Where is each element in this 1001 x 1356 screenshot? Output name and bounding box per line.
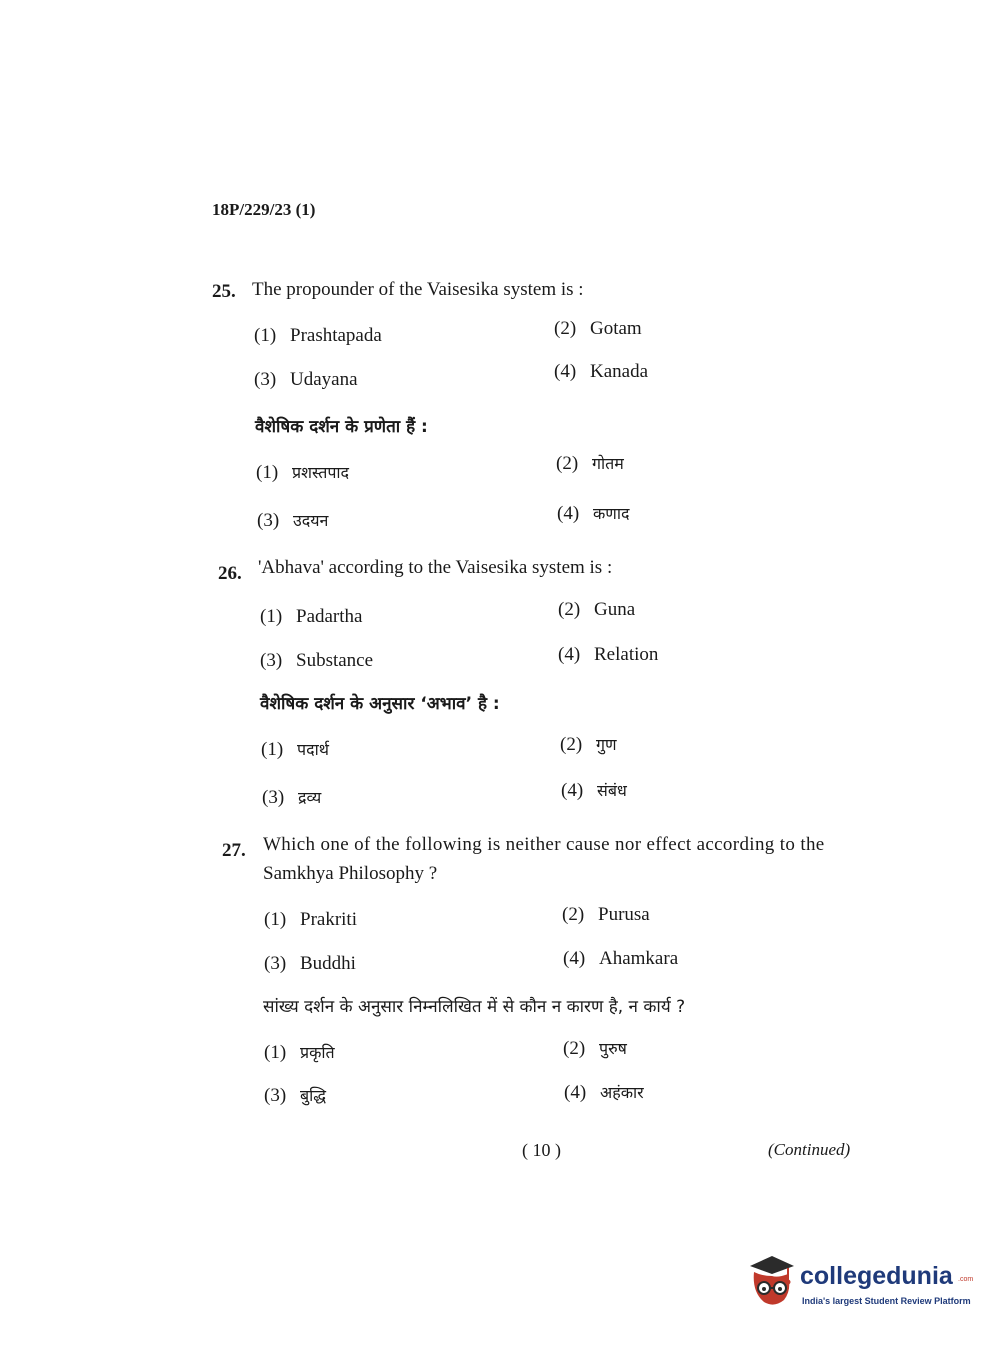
hindi-option bbox=[257, 509, 328, 532]
hindi-option bbox=[261, 738, 329, 761]
option-number: (2) bbox=[562, 904, 585, 925]
question-number: 27. bbox=[222, 840, 246, 861]
option bbox=[562, 904, 650, 926]
collegedunia-domain: .com bbox=[958, 1276, 974, 1283]
option-text: प्रशस्तपाद bbox=[292, 463, 350, 482]
option-number: (2) bbox=[560, 734, 583, 755]
question-number: 25. bbox=[212, 281, 236, 302]
option-text: Ahamkara bbox=[599, 948, 679, 969]
option-text: गुण bbox=[596, 735, 617, 754]
option-number: (4) bbox=[557, 503, 580, 524]
option-number: (3) bbox=[264, 1085, 287, 1106]
option-number: (4) bbox=[564, 1082, 587, 1103]
option-text: Prashtapada bbox=[290, 325, 382, 346]
hindi-option bbox=[556, 452, 624, 475]
hindi-option bbox=[560, 733, 617, 756]
paper-code: 18P/229/23 (1) bbox=[212, 200, 316, 219]
hindi-question-text: सांख्य दर्शन के अनुसार निम्नलिखित में से कौन न कारण है, न कार्य ? bbox=[263, 997, 686, 1017]
hindi-option bbox=[557, 502, 630, 525]
option-number: (1) bbox=[264, 909, 287, 930]
hindi-option bbox=[264, 1041, 335, 1064]
option-number: (3) bbox=[264, 953, 287, 974]
hindi-option bbox=[563, 1037, 627, 1060]
option-text: Padartha bbox=[296, 606, 363, 627]
hindi-option bbox=[564, 1081, 644, 1104]
hindi-option bbox=[264, 1084, 326, 1107]
option bbox=[260, 650, 373, 672]
option bbox=[264, 909, 357, 931]
option-text: पदार्थ bbox=[297, 740, 329, 759]
page-number: ( 10 ) bbox=[522, 1140, 561, 1160]
option-number: (3) bbox=[254, 369, 277, 390]
option-number: (1) bbox=[264, 1042, 287, 1063]
option bbox=[264, 953, 356, 975]
hindi-option bbox=[256, 461, 349, 484]
option-text: Purusa bbox=[598, 904, 650, 925]
question-number: 26. bbox=[218, 563, 242, 584]
option bbox=[563, 948, 678, 970]
option-text: Substance bbox=[296, 650, 374, 671]
option-number: (1) bbox=[256, 462, 279, 483]
option-number: (2) bbox=[556, 453, 579, 474]
option-text: Prakriti bbox=[300, 909, 357, 930]
option-text: संबंध bbox=[597, 781, 627, 800]
hindi-option bbox=[262, 786, 321, 809]
option-text: गोतम bbox=[592, 454, 624, 473]
option bbox=[260, 606, 362, 628]
option-text: Relation bbox=[594, 644, 659, 665]
option-text: कणाद bbox=[593, 504, 630, 523]
hindi-question-text: वैशेषिक दर्शन के अनुसार ‘अभाव’ है : bbox=[260, 694, 500, 714]
option-text: द्रव्य bbox=[298, 788, 322, 807]
option-text: बुद्धि bbox=[300, 1086, 327, 1105]
collegedunia-wordmark: collegedunia bbox=[800, 1262, 953, 1290]
collegedunia-tagline: India's largest Student Review Platform bbox=[802, 1296, 971, 1306]
question-text: The propounder of the Vaisesika system is : bbox=[252, 279, 584, 300]
option-number: (2) bbox=[558, 599, 581, 620]
option-number: (3) bbox=[262, 787, 285, 808]
option-text: Guna bbox=[594, 599, 636, 620]
option-number: (2) bbox=[554, 318, 577, 339]
collegedunia-logo-icon bbox=[744, 1252, 800, 1312]
option bbox=[558, 599, 635, 621]
option-number: (1) bbox=[260, 606, 283, 627]
option-number: (3) bbox=[260, 650, 283, 671]
option bbox=[554, 318, 642, 340]
question-text-line2: Samkhya Philosophy ? bbox=[263, 863, 438, 884]
option-number: (1) bbox=[254, 325, 277, 346]
hindi-question-text: वैशेषिक दर्शन के प्रणेता हैं : bbox=[255, 417, 428, 437]
option bbox=[558, 644, 658, 666]
option-text: पुरुष bbox=[599, 1039, 627, 1058]
option-number: (1) bbox=[261, 739, 284, 760]
option-number: (2) bbox=[563, 1038, 586, 1059]
option bbox=[254, 325, 382, 347]
option-number: (3) bbox=[257, 510, 280, 531]
question-text-line1: Which one of the following is neither cause nor effect according to the bbox=[263, 834, 825, 855]
option bbox=[554, 361, 648, 383]
option-text: Buddhi bbox=[300, 953, 356, 974]
option-text: उदयन bbox=[293, 511, 329, 530]
option-number: (4) bbox=[563, 948, 586, 969]
option-text: Gotam bbox=[590, 318, 642, 339]
question-text: 'Abhava' according to the Vaisesika system is : bbox=[258, 557, 613, 578]
hindi-option bbox=[561, 779, 627, 802]
option-number: (4) bbox=[558, 644, 581, 665]
option-text: अहंकार bbox=[600, 1083, 644, 1102]
option-text: Kanada bbox=[590, 361, 649, 382]
option-number: (4) bbox=[554, 361, 577, 382]
option-number: (4) bbox=[561, 780, 584, 801]
option bbox=[254, 369, 358, 391]
option-text: प्रकृति bbox=[300, 1043, 335, 1062]
continued-label: (Continued) bbox=[768, 1140, 851, 1159]
option-text: Udayana bbox=[290, 369, 358, 390]
